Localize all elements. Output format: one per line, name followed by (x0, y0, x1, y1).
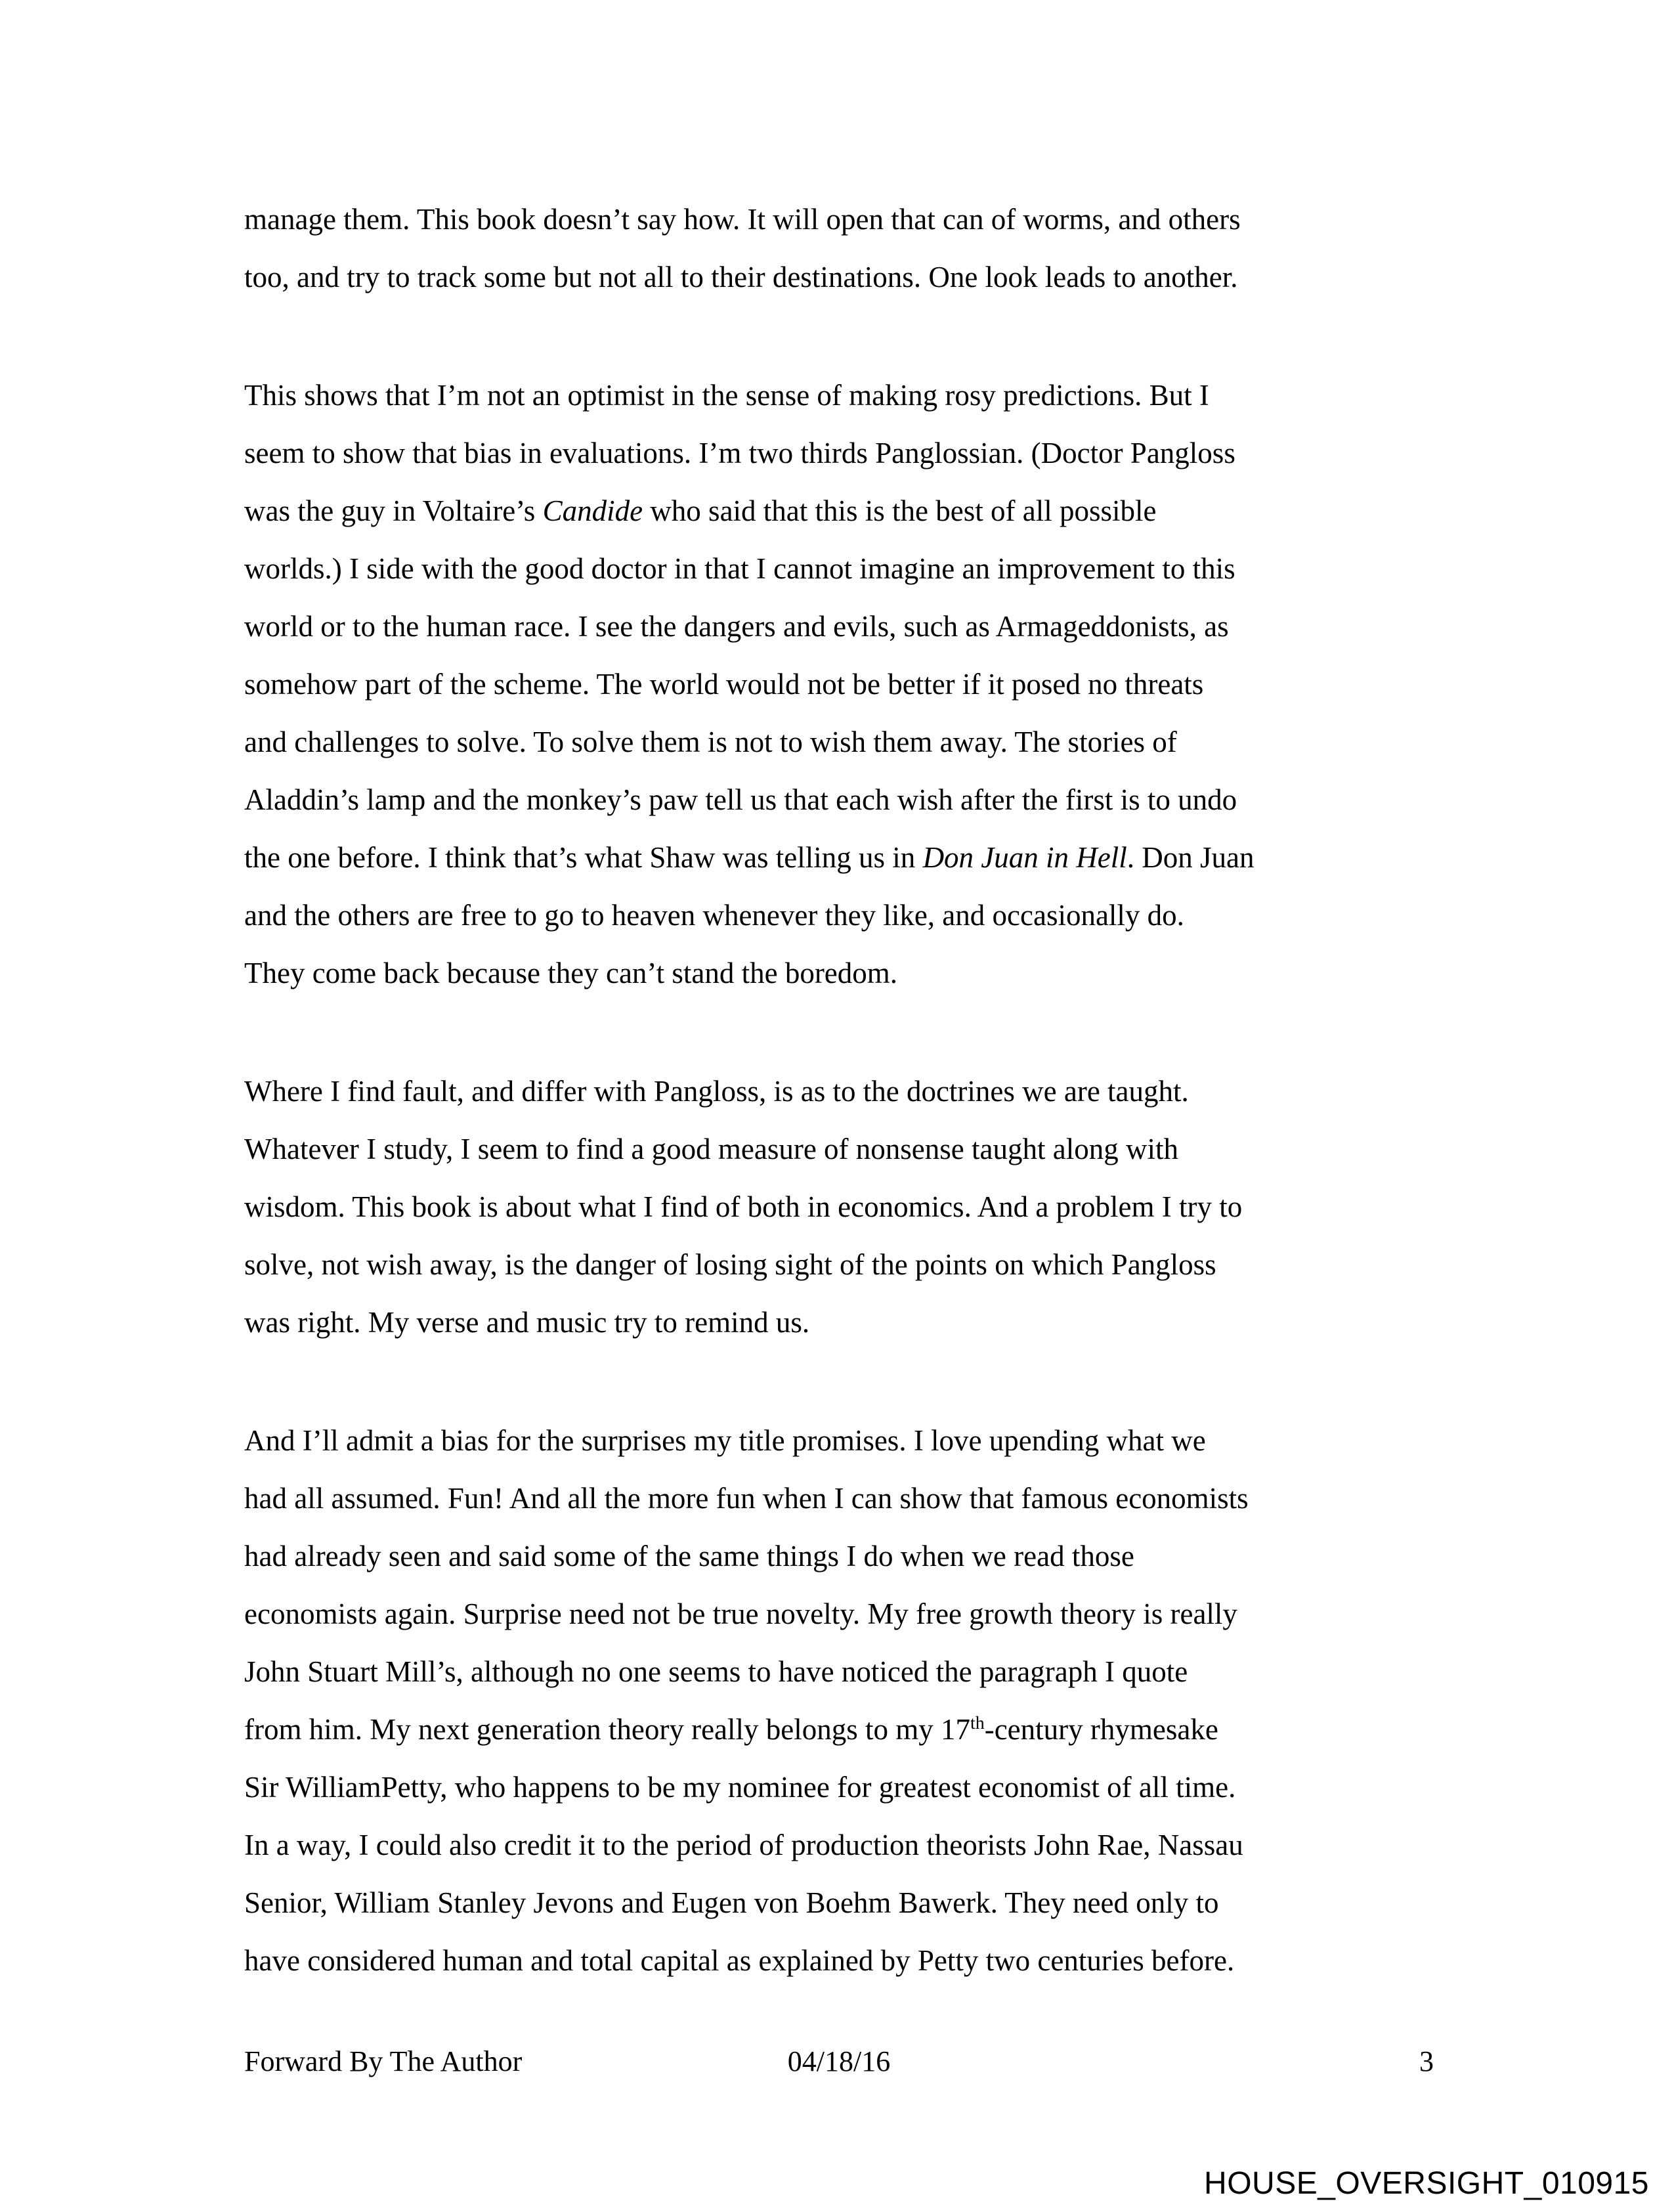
text-segment: solve, not wish away, is the danger of losing sight of the points on which Pangloss (244, 1248, 1216, 1281)
text-line (244, 540, 1434, 597)
text-segment: Whatever I study, I seem to find a good measure of nonsense taught along with (244, 1133, 1178, 1165)
text-segment: was the guy in Voltaire’s (244, 494, 543, 527)
superscript-text: th (970, 1713, 985, 1733)
document-body (244, 190, 1434, 1989)
text-segment: had already seen and said some of the same things I do when we read those (244, 1540, 1134, 1572)
text-line (244, 597, 1434, 655)
paragraph (244, 366, 1434, 1002)
text-segment: who said that this is the best of all possible (643, 494, 1157, 527)
text-segment: Where I find fault, and differ with Pangloss, is as to the doctrines we are taught. (244, 1075, 1189, 1108)
paragraph (244, 190, 1434, 306)
text-segment: economists again. Surprise need not be true novelty. My free growth theory is really (244, 1597, 1237, 1630)
text-line (244, 1120, 1434, 1178)
text-line (244, 771, 1434, 829)
text-line (244, 1643, 1434, 1701)
text-segment: and challenges to solve. To solve them is not to wish them away. The stories of (244, 726, 1177, 758)
text-line (244, 1236, 1434, 1293)
text-segment: have considered human and total capital as explained by Petty two centuries before. (244, 1944, 1235, 1977)
text-line (244, 1527, 1434, 1585)
text-line (244, 829, 1434, 886)
text-line (244, 1758, 1434, 1816)
text-segment: from him. My next generation theory really belongs to my 17 (244, 1713, 971, 1746)
text-segment: seem to show that bias in evaluations. I’m two thirds Panglossian. (Doctor Pangloss (244, 437, 1235, 469)
page-footer (244, 2045, 1434, 2078)
footer-title: Forward By The Author (244, 2045, 523, 2077)
text-segment: Sir WilliamPetty, who happens to be my nominee for greatest economist of all time. (244, 1771, 1236, 1804)
text-line (244, 886, 1434, 944)
text-segment: They come back because they can’t stand the boredom. (244, 957, 898, 989)
text-segment: world or to the human race. I see the dangers and evils, such as Armageddonists, as (244, 610, 1229, 643)
text-line (244, 1816, 1434, 1874)
text-line (244, 482, 1434, 540)
text-segment: worlds.) I side with the good doctor in that I cannot imagine an improvement to this (244, 552, 1235, 585)
text-line (244, 190, 1434, 248)
paragraph (244, 1412, 1434, 1989)
text-line (244, 424, 1434, 482)
text-line (244, 1412, 1434, 1469)
text-segment: John Stuart Mill’s, although no one seems to have noticed the paragraph I quote (244, 1655, 1188, 1688)
text-line (244, 1178, 1434, 1236)
footer-page-number: 3 (1419, 2045, 1434, 2077)
text-segment: manage them. This book doesn’t say how. It will open that can of worms, and others (244, 203, 1241, 236)
text-segment: And I’ll admit a bias for the surprises my title promises. I love upending what we (244, 1424, 1206, 1457)
text-line (244, 655, 1434, 713)
text-line (244, 366, 1434, 424)
text-segment: This shows that I’m not an optimist in the sense of making rosy predictions. But I (244, 379, 1209, 412)
italic-text: Candide (542, 494, 643, 527)
text-segment: . Don Juan (1127, 841, 1255, 874)
text-segment: In a way, I could also credit it to the period of production theorists John Rae, Nassau (244, 1829, 1243, 1861)
text-line (244, 1062, 1434, 1120)
text-line (244, 1874, 1434, 1932)
text-segment: the one before. I think that’s what Shaw was telling us in (244, 841, 923, 874)
text-line (244, 1932, 1434, 1989)
text-line (244, 1293, 1434, 1351)
text-line (244, 1585, 1434, 1643)
text-segment: wisdom. This book is about what I find of both in economics. And a problem I try to (244, 1190, 1243, 1223)
text-line (244, 1701, 1434, 1758)
text-line (244, 248, 1434, 306)
paragraph (244, 1062, 1434, 1351)
text-segment: too, and try to track some but not all to their destinations. One look leads to another. (244, 261, 1238, 293)
text-segment: somehow part of the scheme. The world would not be better if it posed no threats (244, 668, 1204, 701)
text-segment: -century rhymesake (984, 1713, 1218, 1746)
text-segment: had all assumed. Fun! And all the more fun when I can show that famous economists (244, 1482, 1249, 1515)
italic-text: Don Juan in Hell (922, 841, 1127, 874)
bates-stamp-label: HOUSE_OVERSIGHT_010915 (1204, 2166, 1649, 2201)
text-line (244, 944, 1434, 1002)
text-segment: was right. My verse and music try to remind us. (244, 1306, 810, 1339)
text-line (244, 713, 1434, 771)
text-segment: and the others are free to go to heaven whenever they like, and occasionally do. (244, 899, 1184, 932)
footer-date: 04/18/16 (787, 2045, 891, 2077)
text-segment: Senior, William Stanley Jevons and Eugen von Boehm Bawerk. They need only to (244, 1886, 1219, 1919)
text-line (244, 1469, 1434, 1527)
text-segment: Aladdin’s lamp and the monkey’s paw tell us that each wish after the first is to undo (244, 783, 1237, 816)
